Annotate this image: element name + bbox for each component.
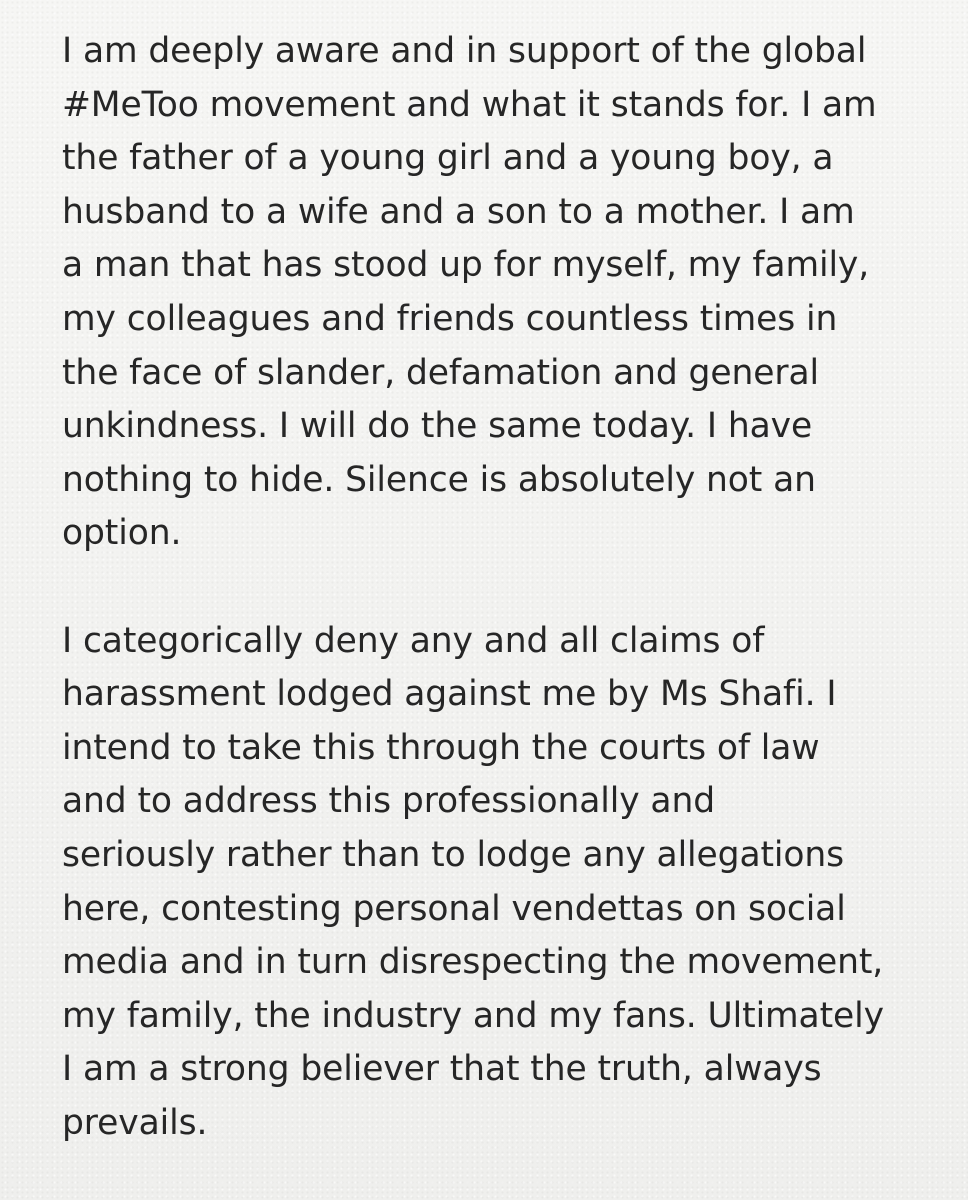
paragraph-1 bbox=[62, 25, 942, 561]
paragraph-line: my family, the industry and my fans. Ultimately bbox=[62, 995, 884, 1036]
paragraph-line: the face of slander, defamation and general bbox=[62, 352, 819, 393]
paragraph-line: option. bbox=[62, 513, 182, 554]
paragraph-line: seriously rather than to lodge any allegations bbox=[62, 834, 845, 875]
paragraph-line: I am deeply aware and in support of the global bbox=[62, 31, 867, 71]
note-document bbox=[62, 25, 942, 1150]
paragraph-spacer bbox=[62, 561, 942, 615]
paragraph-line: prevails. bbox=[62, 1102, 208, 1143]
paragraph-2 bbox=[62, 615, 942, 1151]
paragraph-line: unkindness. I will do the same today. I have bbox=[62, 406, 813, 447]
paragraph-line: I am a strong believer that the truth, always bbox=[62, 1049, 822, 1090]
paragraph-line: intend to take this through the courts of law bbox=[62, 727, 820, 768]
paragraph-line: the father of a young girl and a young boy, a bbox=[62, 138, 834, 179]
paragraph-line: media and in turn disrespecting the movement, bbox=[62, 942, 884, 983]
paragraph-line: my colleagues and friends countless times in bbox=[62, 298, 838, 339]
paragraph-line: #MeToo movement and what it stands for. I am bbox=[62, 84, 877, 125]
paragraph-line: harassment lodged against me by Ms Shafi. I bbox=[62, 674, 837, 715]
paragraph-line: husband to a wife and a son to a mother. I am bbox=[62, 191, 855, 232]
paragraph-line: I categorically deny any and all claims of bbox=[62, 620, 765, 661]
paragraph-line: a man that has stood up for myself, my family, bbox=[62, 245, 870, 286]
paragraph-line: here, contesting personal vendettas on social bbox=[62, 888, 846, 929]
paragraph-line: nothing to hide. Silence is absolutely not an bbox=[62, 459, 816, 500]
paragraph-line: and to address this professionally and bbox=[62, 781, 716, 822]
